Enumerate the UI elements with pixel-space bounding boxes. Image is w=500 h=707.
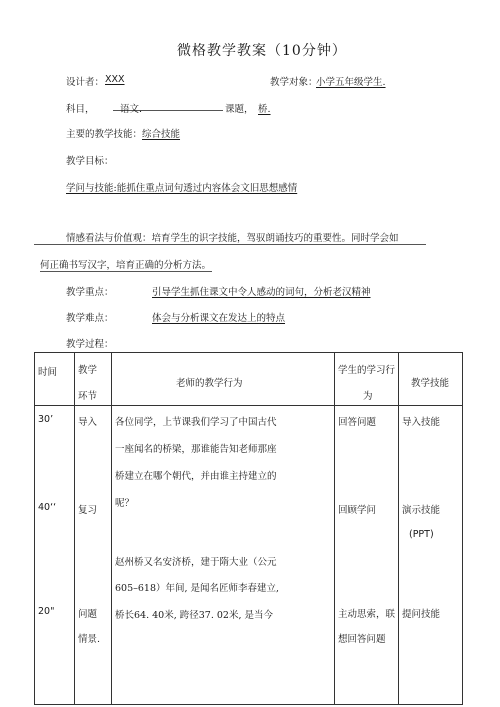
knowledge-goal: 学问与技能:能抓住重点词句透过内容体会文旧思想感情 (66, 183, 298, 194)
lesson-label: 课题， (225, 104, 254, 115)
emotion-goal-line2: 何正确书写汉字，培育正确的分析方法。 (40, 260, 212, 271)
key-value: 引导学生抓住课文中令人感动的词句，分析老汉精神 (152, 287, 371, 298)
stage-1: 导入 (78, 417, 98, 428)
teacher-cell (112, 406, 335, 705)
teacher-line-7: 桥长64. 40米, 跨径37. 02米, 是当今 (115, 610, 274, 621)
student-line-3: 主动思索，联 (338, 609, 396, 620)
page-title: 微格教学教案（10分钟） (177, 43, 347, 59)
table-row (35, 406, 463, 705)
time-cell (35, 406, 75, 705)
lesson-process-table (34, 352, 463, 705)
stage-cell (75, 406, 112, 705)
student-cell (335, 406, 399, 705)
time-3: 20" (38, 606, 55, 617)
teacher-line-1: 各位同学，上节课我们学习了中国古代 (115, 417, 277, 428)
lesson-value: 桥. (258, 104, 271, 115)
key-label: 教学重点： (66, 287, 114, 298)
difficulty-label: 教学难点： (66, 313, 114, 324)
skill-line-3: (PPT) (409, 529, 434, 540)
process-label: 教学过程： (66, 339, 114, 350)
teacher-line-4: 呢？ (115, 498, 135, 509)
difficulty-value: 体会与分析课文在发达上的特点 (152, 313, 286, 324)
emotion-goal-rule1 (34, 244, 426, 245)
teacher-line-6: 605–618）年间, 是闻名匠师李春建立, (115, 583, 280, 594)
skill-value: 综合技能 (142, 129, 181, 140)
teacher-line-5: 赵州桥又名安济桥，建于隋大业（公元 (115, 557, 277, 568)
header-stage: 教学 环节 (75, 353, 112, 406)
time-2: 40‘‘ (38, 502, 57, 513)
teacher-line-2: 一座闻名的桥梁，那谁能告知老师那座 (115, 444, 277, 455)
emotion-goal-line1: 情感看法与价值观：培育学生的识字技能，驾驭朗诵技巧的重要性。同时学会如 (66, 233, 399, 244)
stage-3: 问题 (78, 609, 98, 620)
audience-value: 小学五年级学生. (316, 77, 386, 88)
teacher-line-3: 桥建立在哪个朝代，并由谁主持建立的 (115, 471, 277, 482)
header-student: 学生的学习行 为 (335, 353, 399, 406)
header-teacher: 老师的教学行为 (112, 353, 335, 406)
student-line-4: 想回答问题 (338, 634, 386, 645)
skill-cell (399, 406, 463, 705)
header-time: 时间 (35, 353, 75, 406)
skill-label: 主要的教学技能： (66, 129, 143, 140)
stage-2: 复习 (78, 505, 98, 516)
stage-4: 情景. (78, 634, 101, 645)
header-skill: 教学技能 (399, 353, 463, 406)
goals-label: 教学目标： (66, 156, 114, 167)
time-1: 30’ (38, 414, 54, 425)
skill-line-2: 演示技能 (402, 505, 441, 516)
skill-line-4: 提问技能 (402, 609, 441, 620)
designer-value: XXX (105, 74, 125, 85)
emotion-goal-rule2 (40, 271, 212, 272)
subject-label: 科目， (66, 104, 95, 115)
subject-value: 语文. (120, 104, 143, 115)
table-header-row (35, 353, 463, 406)
skill-line-1: 导入技能 (402, 417, 441, 428)
student-line-2: 回顾学问 (338, 505, 377, 516)
audience-label: 教学对象： (270, 77, 318, 88)
designer-label: 设计者： (66, 77, 105, 88)
student-line-1: 回答问题 (338, 417, 377, 428)
